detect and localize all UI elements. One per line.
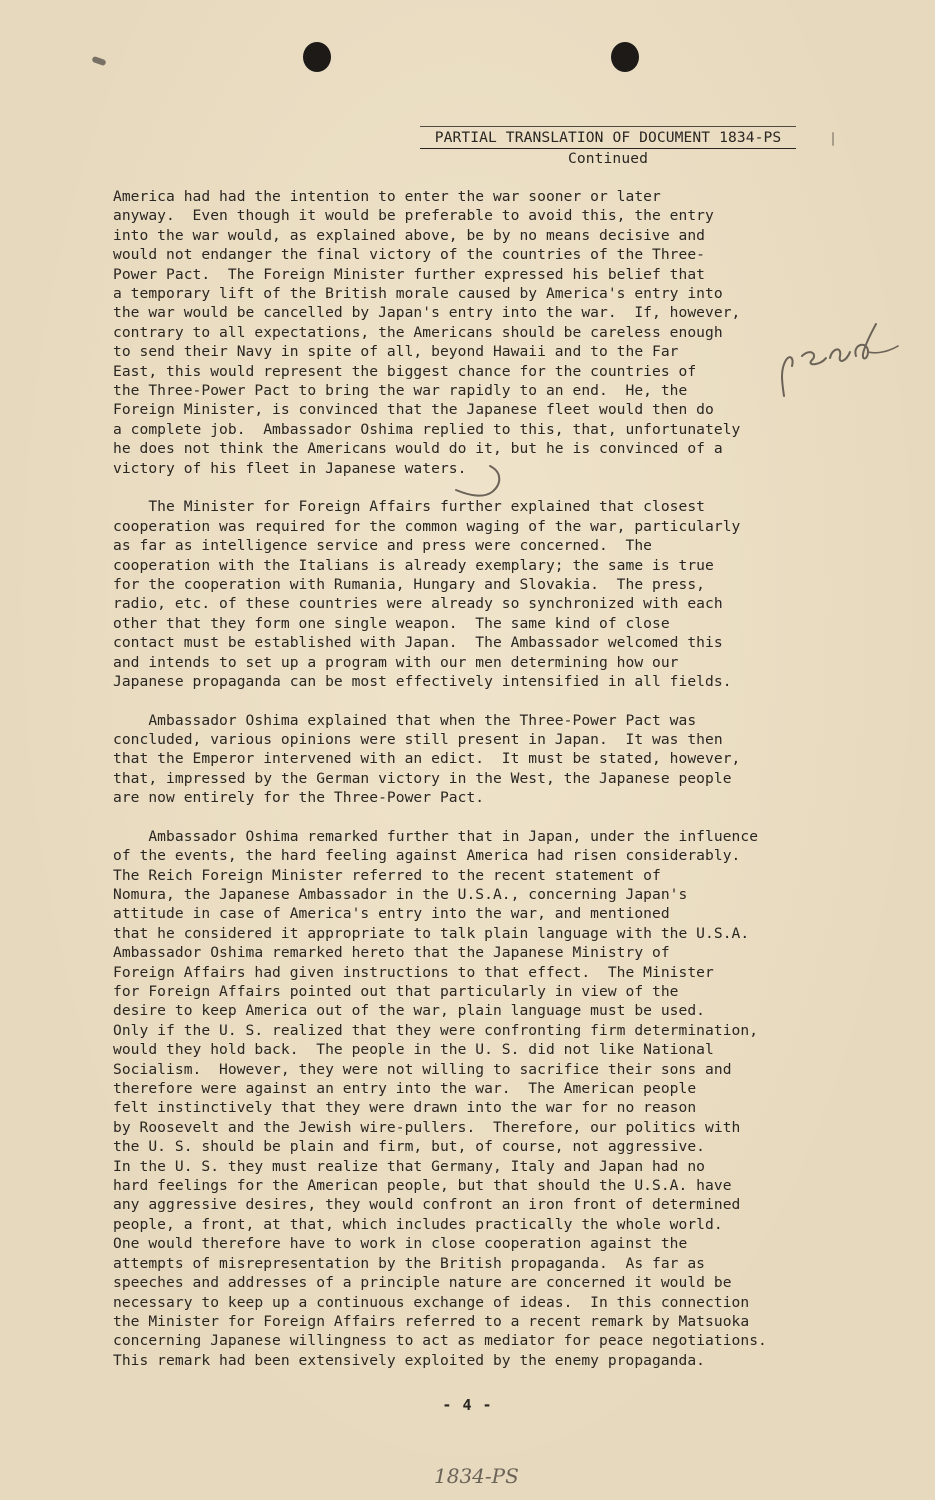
paper-speck [91, 56, 106, 66]
text-line: cooperation with the Italians is already exemplary; the same is true [113, 556, 714, 574]
text-line: felt instinctively that they were drawn into the war for no reason [113, 1099, 697, 1117]
text-line: into the war would, as explained above, be by no means decisive and [113, 226, 706, 244]
text-line: the Three-Power Pact to bring the war rapidly to an end. He, the [113, 382, 688, 400]
punch-hole-left [303, 42, 331, 72]
text-line: he does not think the Americans would do it, but he is convinced of a [113, 440, 723, 458]
text-line: any aggressive desires, they would confront an iron front of determined [113, 1196, 741, 1214]
margin-pencil-tick [832, 132, 834, 146]
paragraph-2 [113, 497, 833, 691]
handwritten-document-number [430, 1458, 560, 1492]
body-text [113, 187, 833, 1389]
text-line: a temporary lift of the British morale caused by America's entry into [113, 285, 723, 303]
text-line: The Minister for Foreign Affairs further explained that closest [113, 498, 706, 516]
text-line: One would therefore have to work in close cooperation against the [113, 1235, 688, 1253]
text-line: a complete job. Ambassador Oshima replied to this, that, unfortunately [113, 420, 741, 438]
pencil-bracket-mark [448, 462, 512, 502]
paragraph-4 [113, 827, 833, 1370]
text-line: Socialism. However, they were not willing to sacrifice their sons and [113, 1060, 732, 1078]
text-line: necessary to keep up a continuous exchange of ideas. In this connection [113, 1293, 750, 1311]
text-line: Ambassador Oshima explained that when the Three-Power Pact was [113, 711, 697, 729]
text-line: The Reich Foreign Minister referred to the recent statement of [113, 866, 661, 884]
text-line: concerning Japanese willingness to act as mediator for peace negotiations. [113, 1332, 767, 1350]
text-line: the war would be cancelled by Japan's entry into the war. If, however, [113, 304, 741, 322]
text-line: Foreign Minister, is convinced that the Japanese fleet would then do [113, 401, 714, 419]
text-line: East, this would represent the biggest chance for the countries of [113, 362, 697, 380]
paragraph-3 [113, 711, 833, 808]
header-top-rule [420, 126, 796, 127]
text-line: anyway. Even though it would be preferable to avoid this, the entry [113, 207, 714, 225]
text-line: Japanese propaganda can be most effectively intensified in all fields. [113, 672, 732, 690]
document-header [420, 128, 796, 168]
punch-hole-right [611, 42, 639, 72]
text-line: the Minister for Foreign Affairs referred to a recent remark by Matsuoka [113, 1312, 750, 1330]
text-line: Ambassador Oshima remarked hereto that the Japanese Ministry of [113, 944, 670, 962]
text-line: that he considered it appropriate to talk plain language with the U.S.A. [113, 924, 750, 942]
text-line: radio, etc. of these countries were already so synchronized with each [113, 595, 723, 613]
text-line: victory of his fleet in Japanese waters. [113, 459, 467, 477]
text-line: contact must be established with Japan. The Ambassador welcomed this [113, 634, 723, 652]
text-line: are now entirely for the Three-Power Pact. [113, 789, 485, 807]
text-line: of the events, the hard feeling against America had risen considerably. [113, 847, 741, 865]
handwritten-read-mark [772, 322, 902, 400]
text-line: that the Emperor intervened with an edict. It must be stated, however, [113, 750, 741, 768]
text-line: attempts of misrepresentation by the British propaganda. As far as [113, 1254, 706, 1272]
handwritten-number-text: 1834-PS [434, 1464, 519, 1488]
text-line: This remark had been extensively exploited by the enemy propaganda. [113, 1351, 706, 1369]
text-line: Foreign Affairs had given instructions to that effect. The Minister [113, 963, 714, 981]
text-line: Nomura, the Japanese Ambassador in the U.S.A., concerning Japan's [113, 885, 688, 903]
text-line: would they hold back. The people in the U. S. did not like National [113, 1041, 714, 1059]
text-line: by Roosevelt and the Jewish wire-pullers. Therefore, our politics with [113, 1118, 741, 1136]
text-line: speeches and addresses of a principle nature are concerned it would be [113, 1274, 732, 1292]
text-line: to send their Navy in spite of all, beyond Hawaii and to the Far [113, 343, 679, 361]
text-line: for the cooperation with Rumania, Hungary and Slovakia. The press, [113, 575, 706, 593]
text-line: Ambassador Oshima remarked further that in Japan, under the influence [113, 827, 759, 845]
document-title: PARTIAL TRANSLATION OF DOCUMENT 1834-PS [420, 128, 796, 149]
text-line: for Foreign Affairs pointed out that particularly in view of the [113, 983, 679, 1000]
text-line: Only if the U. S. realized that they were confronting firm determination, [113, 1021, 759, 1039]
text-line: attitude in case of America's entry into the war, and mentioned [113, 905, 670, 923]
text-line: the U. S. should be plain and firm, but, of course, not aggressive. [113, 1138, 706, 1156]
text-line: and intends to set up a program with our men determining how our [113, 653, 679, 671]
document-subtitle: Continued [568, 150, 648, 167]
text-line: therefore were against an entry into the war. The American people [113, 1080, 697, 1098]
text-line: In the U. S. they must realize that Germany, Italy and Japan had no [113, 1157, 706, 1175]
text-line: cooperation was required for the common waging of the war, particularly [113, 517, 741, 535]
text-line: America had had the intention to enter the war sooner or later [113, 188, 661, 205]
text-line: contrary to all expectations, the Americans should be careless enough [113, 323, 723, 341]
text-line: desire to keep America out of the war, plain language must be used. [113, 1002, 706, 1020]
text-line: other that they form one single weapon. The same kind of close [113, 614, 670, 632]
text-line: as far as intelligence service and press were concerned. The [113, 537, 653, 555]
text-line: people, a front, at that, which includes practically the whole world. [113, 1215, 723, 1233]
page-number: - 4 - [442, 1396, 493, 1414]
text-line: Power Pact. The Foreign Minister further expressed his belief that [113, 265, 706, 283]
text-line: would not endanger the final victory of the countries of the Three- [113, 246, 706, 264]
text-line: that, impressed by the German victory in the West, the Japanese people [113, 769, 732, 787]
paragraph-1 [113, 187, 833, 478]
text-line: hard feelings for the American people, but that should the U.S.A. have [113, 1177, 732, 1195]
text-line: concluded, various opinions were still present in Japan. It was then [113, 730, 723, 748]
